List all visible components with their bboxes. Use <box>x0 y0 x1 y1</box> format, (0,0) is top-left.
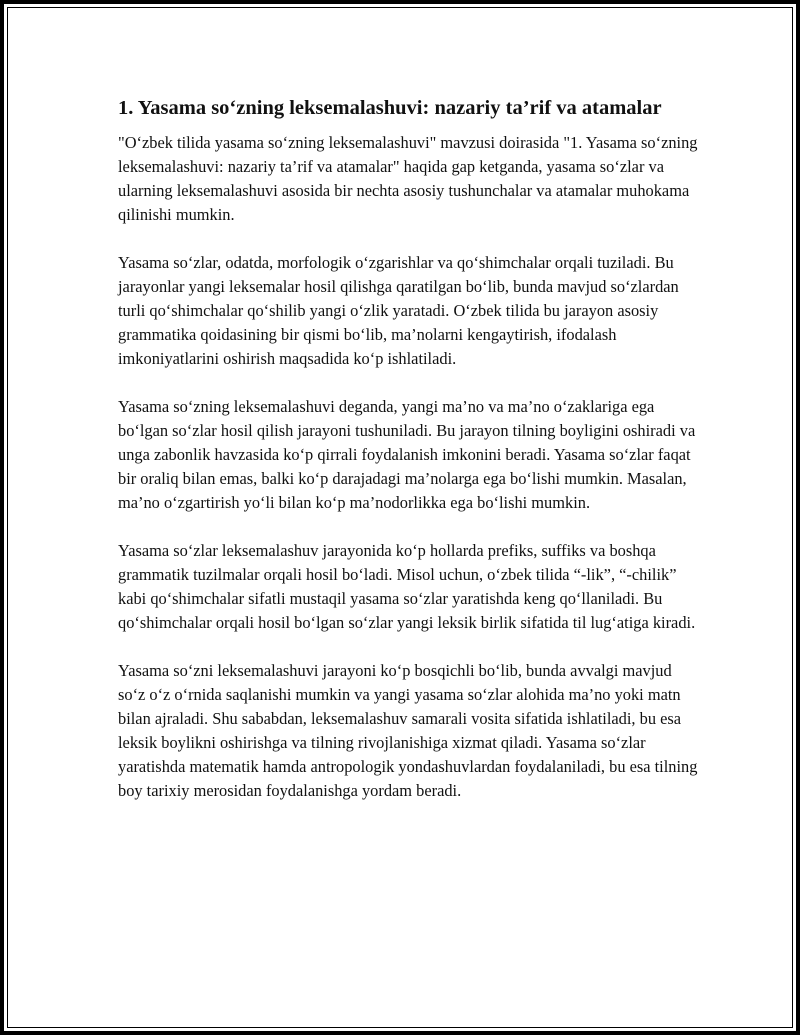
paragraph-process: Yasama so‘zni leksemalashuvi jarayoni ko‘p bosqichli bo‘lib, bunda avvalgi mavjud so‘z o‘z o‘rnida saqlanishi mumkin va yangi yasama so‘zlar alohida ma’no yoki matn bilan ajraladi. Shu sababdan, leksemalashuv samarali vosita sifatida ishlatiladi, bu esa leksik boylikni oshirishga va tilning rivojlanishiga xizmat qiladi. Yasama so‘zlar yaratishda matematik hamda antropologik yondashuvlardan foydalaniladi, bu esa tilning boy tarixiy merosidan foydalanishga yordam beradi. <box>118 661 698 800</box>
paragraph-morphology: Yasama so‘zlar, odatda, morfologik o‘zgarishlar va qo‘shimchalar orqali tuziladi. Bu jarayonlar yangi leksemalar hosil qilishga qaratilgan bo‘lib, bunda mavjud so‘zlardan turli qo‘shimchalar qo‘shilib yangi o‘zlik yaratadi. O‘zbek tilida bu jarayon asosiy grammatika qoidasining bir qismi bo‘lib, ma’nolarni kengaytirish, ifodalash imkoniyatlarini oshirish maqsadida ko‘p ishlatiladi. <box>118 253 679 368</box>
paragraph-lexemization: Yasama so‘zning leksemalashuvi deganda, yangi ma’no va ma’no o‘zaklariga ega bo‘lgan so‘zlar hosil qilish jarayoni tushuniladi. Bu jarayon tilning boyligini oshiradi va unga zabonlik havzasida ko‘p qirrali foydalanish imkonini beradi. Yasama so‘zlar faqat bir oraliq bilan emas, balki ko‘p darajadagi ma’nolarga ega bo‘lishi mumkin. Masalan, ma’no o‘zgartirish yo‘li bilan ko‘p ma’nodorlikka ega bo‘lishi mumkin. <box>118 397 696 512</box>
document-body <box>118 95 698 827</box>
document-title: 1. Yasama so‘zning leksemalashuvi: nazariy ta’rif va atamalar <box>118 97 662 119</box>
paragraph-affixes: Yasama so‘zlar leksemalashuv jarayonida ko‘p hollarda prefiks, suffiks va boshqa grammatik tuzilmalar orqali hosil bo‘ladi. Misol uchun, o‘zbek tilida “-lik”, “-chilik” kabi qo‘shimchalar sifatli mustaqil yasama so‘zlar yaratishda keng qo‘llaniladi. Bu qo‘shimchalar orqali hosil bo‘lgan so‘zlar yangi leksik birlik sifatida til lug‘atiga kiradi. <box>118 541 696 632</box>
paragraph-intro: "O‘zbek tilida yasama so‘zning leksemalashuvi" mavzusi doirasida "1. Yasama so‘zning leksemalashuvi: nazariy ta’rif va atamalar" haqida gap ketganda, yasama so‘zlar va ularning leksemalashuvi asosida bir nechta asosiy tushunchalar va atamalar muhokama qilinishi mumkin. <box>118 133 698 224</box>
